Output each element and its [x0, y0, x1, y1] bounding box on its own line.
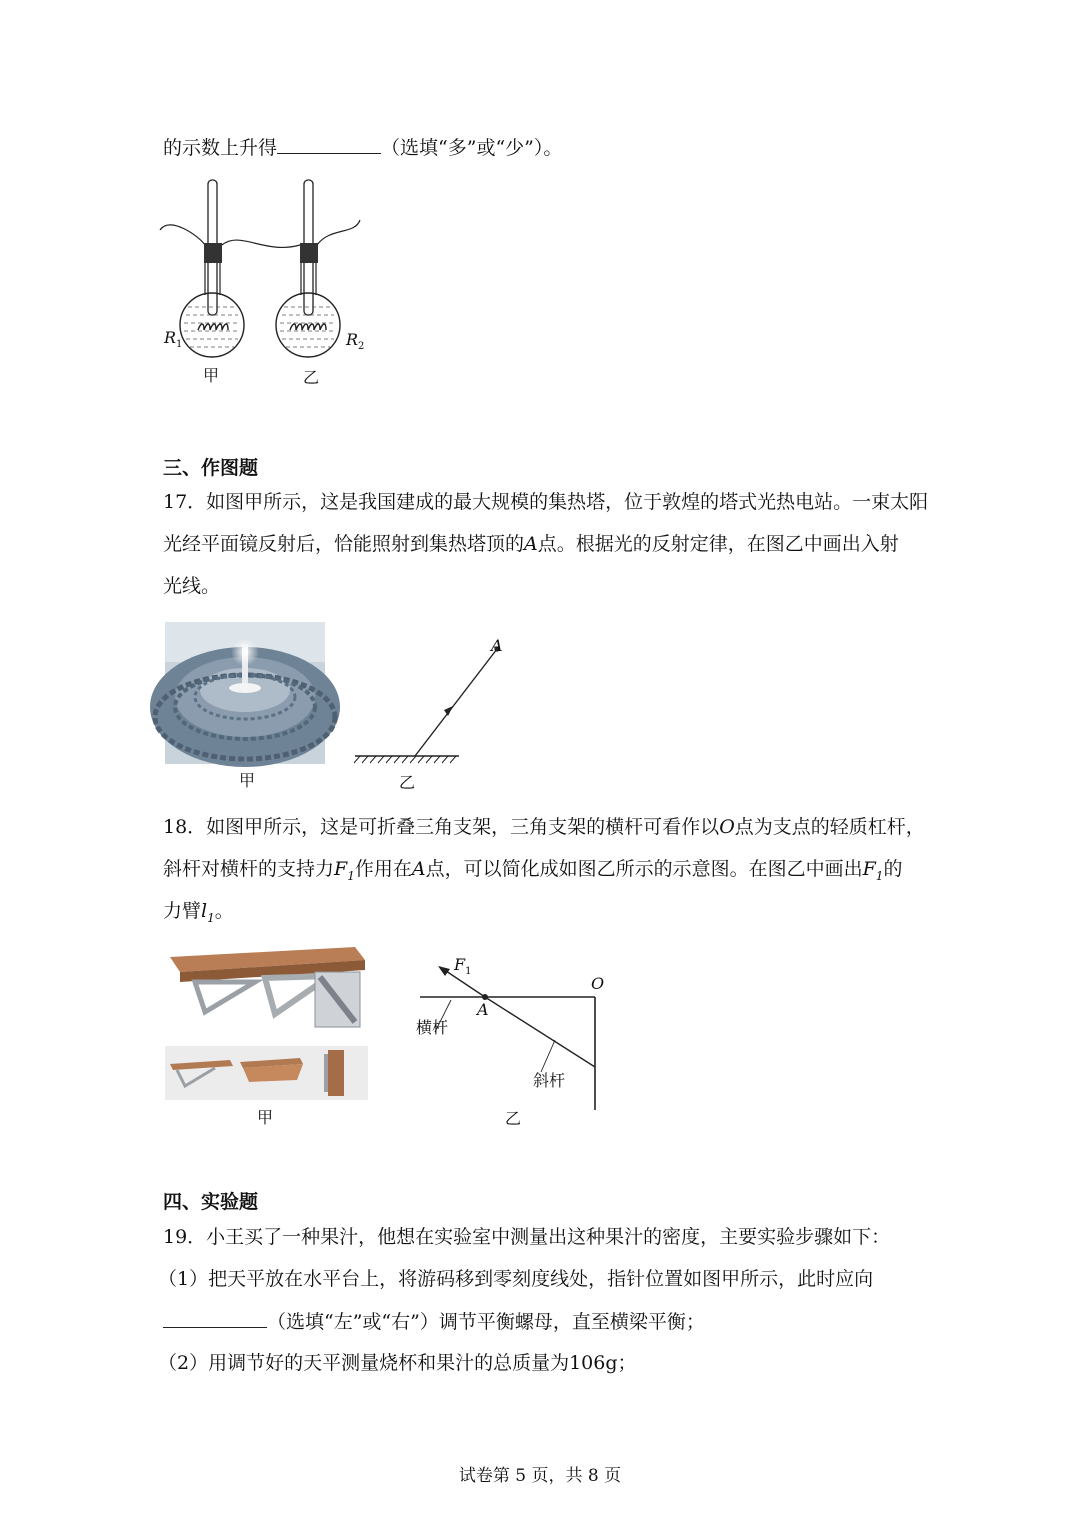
q18-caption-yi: 乙 — [505, 1109, 522, 1128]
q17-line-3: 光线。 — [163, 575, 221, 597]
bracket-photo-strip — [165, 1046, 368, 1100]
q16-caption-yi: 乙 — [303, 368, 320, 387]
page-footer: 试卷第 5 页，共 8 页 — [458, 1466, 622, 1486]
q16-caption-jia: 甲 — [203, 366, 220, 385]
reflected-ray — [415, 649, 497, 756]
q19-step1-line-1: （1）把天平放在水平台上，将游码移到零刻度线处，指针位置如图甲所示，此时应向 — [158, 1268, 874, 1290]
q18-line-1: 18．如图甲所示，这是可折叠三角支架，三角支架的横杆可看作以O点为支点的轻质杠杆， — [163, 816, 925, 838]
q17-line-1: 17．如图甲所示，这是我国建成的最大规模的集热塔，位于敦煌的塔式光热电站。一束太阳 — [163, 491, 929, 513]
q18-caption-jia: 甲 — [257, 1108, 274, 1127]
solar-tower-photo — [165, 622, 325, 764]
section-4-title: 四、实验题 — [163, 1191, 259, 1213]
q16-prefix: 的示数上升得 — [163, 137, 278, 159]
section-3-title: 三、作图题 — [163, 457, 259, 479]
q18-label-a: A — [477, 1000, 489, 1019]
label-r2: $R_2$ — [346, 330, 365, 353]
flask-yi — [276, 180, 340, 357]
bracket-photo-main — [165, 942, 368, 1032]
q17-caption-jia: 甲 — [239, 771, 256, 790]
q18-line-2: 斜杆对横杆的支持力$F_1$作用在A点，可以简化成如图乙所示的示意图。在图乙中画出$F_1$的 — [163, 858, 903, 883]
flask-jia — [180, 180, 244, 357]
q16-answer-blank[interactable] — [277, 135, 381, 154]
q16-tail-line — [163, 135, 562, 160]
q16-flasks-figure — [160, 175, 380, 390]
q19-step1-line-2: （选填“左”或“右”）调节平衡螺母，直至横梁平衡； — [163, 1309, 705, 1334]
diagonal-line — [485, 997, 595, 1067]
q18-label-diagonal: 斜杆 — [533, 1071, 566, 1090]
q16-suffix: （选填“多”或“少”）。 — [381, 137, 563, 159]
q18-label-crossbar: 横杆 — [416, 1018, 449, 1037]
label-r1: $R_1$ — [164, 328, 183, 351]
q17-caption-yi: 乙 — [399, 773, 416, 792]
q17-mirror-diagram — [352, 640, 472, 770]
q18-line-3: 力臂$l_1$。 — [163, 900, 234, 925]
q19-answer-blank[interactable] — [163, 1309, 267, 1328]
q17-line-2: 光经平面镜反射后，恰能照射到集热塔顶的A点。根据光的反射定律，在图乙中画出入射 — [163, 533, 899, 555]
q18-label-o: O — [591, 974, 605, 993]
q18-label-f1: $F_1$ — [454, 955, 472, 978]
q17-label-a: A — [491, 636, 503, 655]
q19-line-1: 19．小王买了一种果汁，他想在实验室中测量出这种果汁的密度，主要实验步骤如下： — [163, 1226, 891, 1248]
q19-step2: （2）用调节好的天平测量烧杯和果汁的总质量为106g； — [158, 1352, 637, 1374]
